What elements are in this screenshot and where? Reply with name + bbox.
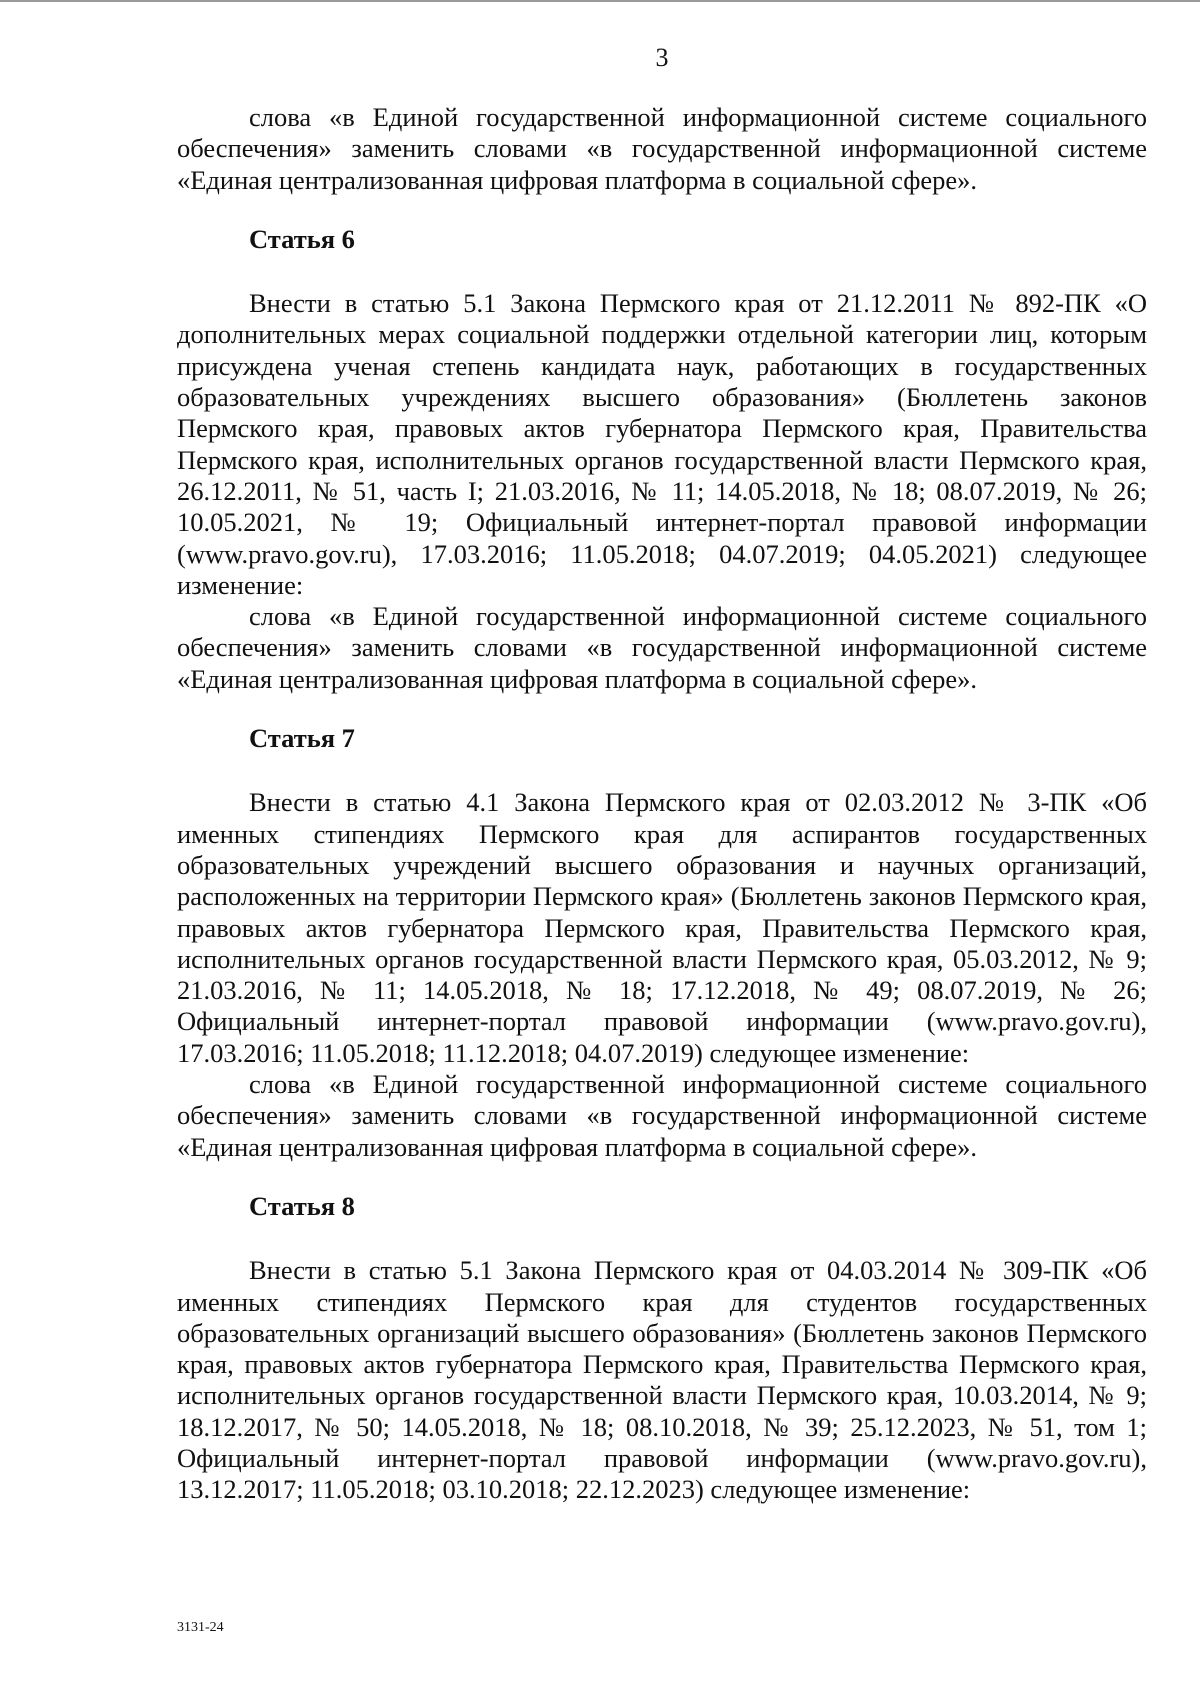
paragraph-art5-replacement: слова «в Единой государственной информационной системе социального обеспечения» заменить словами «в государственной информационной системе «Единая централизованная цифровая платформа в социальной сфере». — [177, 102, 1147, 195]
spacer — [177, 754, 1147, 787]
spacer — [177, 1163, 1147, 1191]
document-body — [177, 102, 1147, 1506]
heading-article-8: Статья 8 — [249, 1190, 355, 1221]
heading-article-7: Статья 7 — [249, 723, 355, 754]
spacer — [177, 255, 1147, 288]
paragraph-art7-amendment: Внести в статью 4.1 Закона Пермского края от 02.03.2012 № 3-ПК «Об именных стипендиях Пермского края для аспирантов государственных образовательных учреждений высшего образования и научных организаций, расположенных на территории Пермского края» (Бюллетень законов Пермского края, правовых актов губернатора Пермского края, Правительства Пермского края, исполнительных органов государственной власти Пермского края, 05.03.2012, № 9; 21.03.2016, № 11; 14.05.2018, № 18; 17.12.2018, № 49; 08.07.2019, № 26; Официальный интернет-портал правовой информации (www.pravo.gov.ru), 17.03.2016; 11.05.2018; 11.12.2018; 04.07.2019) следующее изменение: — [177, 787, 1147, 1068]
document-code: 3131-24 — [177, 1620, 224, 1635]
page-top-edge — [0, 0, 1200, 2]
heading-article-6: Статья 6 — [249, 223, 355, 254]
spacer — [177, 1222, 1147, 1255]
page-number: 3 — [655, 43, 669, 72]
paragraph-art8-amendment: Внести в статью 5.1 Закона Пермского края от 04.03.2014 № 309-ПК «Об именных стипендиях Пермского края для студентов государственных образовательных организаций высшего образования» (Бюллетень законов Пермского края, правовых актов губернатора Пермского края, Правительства Пермского края, исполнительных органов государственной власти Пермского края, 10.03.2014, № 9; 18.12.2017, № 50; 14.05.2018, № 18; 08.10.2018, № 39; 25.12.2023, № 51, том 1; Официальный интернет-портал правовой информации (www.pravo.gov.ru), 13.12.2017; 11.05.2018; 03.10.2018; 22.12.2023) следующее изменение: — [177, 1255, 1147, 1505]
paragraph-art6-amendment: Внести в статью 5.1 Закона Пермского края от 21.12.2011 № 892-ПК «О дополнительных мерах социальной поддержки отдельной категории лиц, которым присуждена ученая степень кандидата наук, работающих в государственных образовательных учреждениях высшего образования» (Бюллетень законов Пермского края, правовых актов губернатора Пермского края, Правительства Пермского края, исполнительных органов государственной власти Пермского края, 26.12.2011, № 51, часть I; 21.03.2016, № 11; 14.05.2018, № 18; 08.07.2019, № 26; 10.05.2021, № 19; Официальный интернет-портал правовой информации (www.pravo.gov.ru), 17.03.2016; 11.05.2018; 04.07.2019; 04.05.2021) следующее изменение: — [177, 288, 1147, 600]
paragraph-art7-replacement: слова «в Единой государственной информационной системе социального обеспечения» заменить словами «в государственной информационной системе «Единая централизованная цифровая платформа в социальной сфере». — [177, 1069, 1147, 1162]
paragraph-art6-replacement: слова «в Единой государственной информационной системе социального обеспечения» заменить словами «в государственной информационной системе «Единая централизованная цифровая платформа в социальной сфере». — [177, 601, 1147, 694]
spacer — [177, 196, 1147, 224]
spacer — [177, 695, 1147, 723]
